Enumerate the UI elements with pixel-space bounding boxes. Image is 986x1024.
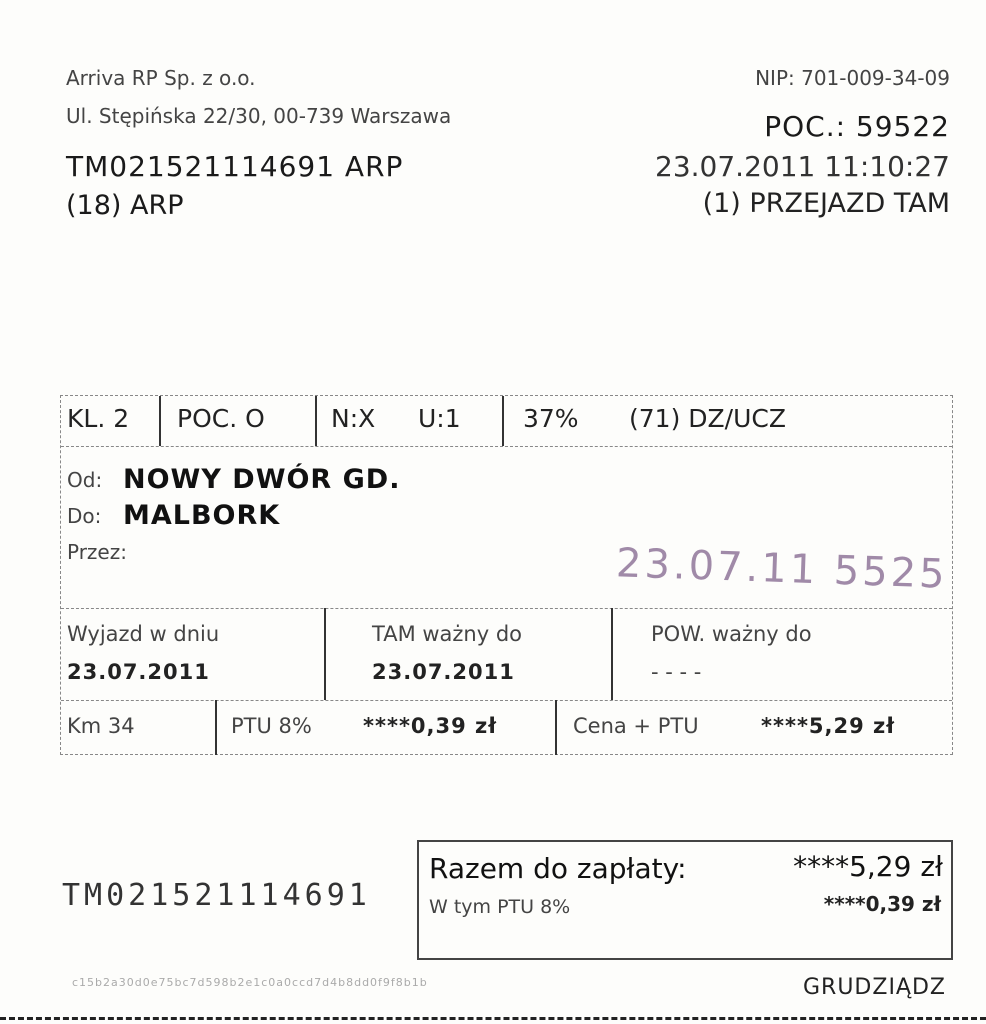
divider: [215, 700, 217, 755]
row-divider: [61, 608, 952, 609]
to-station: MALBORK: [123, 500, 281, 531]
return-valid-label: POW. ważny do: [651, 622, 812, 646]
nx-cell: N:X: [331, 404, 376, 433]
company-address: Ul. Stępińska 22/30, 00-739 Warszawa: [66, 104, 452, 128]
from-label: Od:: [67, 468, 103, 492]
departure-label: Wyjazd w dniu: [67, 622, 220, 646]
validation-stamp: 23.07.11 5525: [615, 540, 949, 598]
divider: [611, 608, 613, 700]
total-box: [417, 840, 953, 960]
total-amount: ****5,29 zł: [793, 850, 943, 883]
valid-until-date: 23.07.2011: [372, 660, 515, 684]
issuing-city: GRUDZIĄDZ: [803, 975, 946, 1000]
class-cell: KL. 2: [67, 404, 130, 433]
trip-type: (1) PRZEJAZD TAM: [702, 188, 950, 219]
ptu-label: PTU 8%: [231, 714, 312, 738]
departure-date: 23.07.2011: [67, 660, 210, 684]
company-name: Arriva RP Sp. z o.o.: [66, 66, 256, 90]
via-label: Przez:: [67, 540, 127, 564]
row-divider: [61, 700, 952, 701]
divider: [315, 396, 317, 446]
from-station: NOWY DWÓR GD.: [123, 464, 401, 495]
tax-amount: ****0,39 zł: [823, 892, 941, 916]
price-label: Cena + PTU: [573, 714, 699, 738]
divider: [159, 396, 161, 446]
issuer-code: (18) ARP: [66, 190, 184, 221]
tax-label: W tym PTU 8%: [429, 896, 571, 918]
km-cell: Km 34: [67, 714, 135, 738]
control-code: c15b2a30d0e75bc7d598b2e1c0a0ccd7d4b8dd0f9f8b1b: [72, 976, 428, 989]
discount-code-cell: (71) DZ/UCZ: [629, 404, 786, 433]
issue-datetime: 23.07.2011 11:10:27: [655, 150, 950, 183]
to-label: Do:: [67, 504, 102, 528]
ticket-table: [60, 395, 953, 755]
return-valid-date: - - - -: [651, 660, 702, 684]
tear-line: [0, 1017, 986, 1020]
u-cell: U:1: [418, 404, 461, 433]
barcode-text: TM021521114691: [62, 878, 371, 913]
ticket-number: TM021521114691 ARP: [66, 150, 404, 183]
valid-until-label: TAM ważny do: [372, 622, 523, 646]
divider: [324, 608, 326, 700]
ptu-value: ****0,39 zł: [363, 714, 498, 738]
poc-number: POC.: 59522: [764, 110, 950, 143]
total-label: Razem do zapłaty:: [429, 852, 687, 885]
poc-cell: POC. O: [177, 404, 265, 433]
divider: [502, 396, 504, 446]
discount-cell: 37%: [523, 404, 579, 433]
tax-id: NIP: 701-009-34-09: [755, 66, 950, 90]
row-divider: [61, 446, 952, 447]
price-value: ****5,29 zł: [761, 714, 896, 738]
divider: [555, 700, 557, 755]
